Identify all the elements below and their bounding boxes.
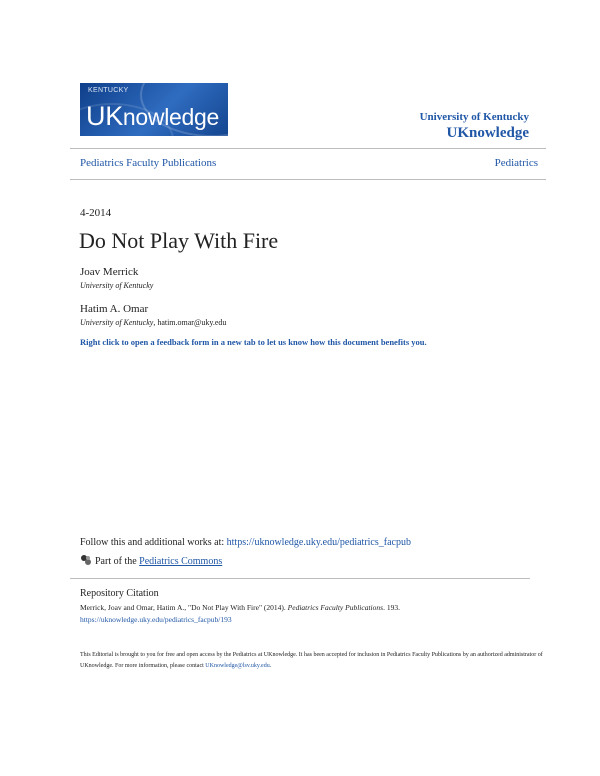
affiliation-text: University of Kentucky: [80, 281, 154, 290]
part-of-text: Part of the: [95, 556, 140, 567]
repository-citation-heading: Repository Citation: [80, 588, 159, 599]
follow-text: Follow this and additional works at:: [80, 537, 227, 548]
collection-url-link[interactable]: https://uknowledge.uky.edu/pediatrics_facpub: [226, 537, 411, 548]
part-of-line: [80, 554, 222, 567]
notice-end: .: [269, 663, 272, 669]
author-affiliation: [80, 318, 226, 327]
publication-date: 4-2014: [80, 207, 112, 219]
collection-link[interactable]: Pediatrics Faculty Publications: [80, 157, 217, 169]
article-title: Do Not Play With Fire: [79, 228, 279, 253]
author-email: , hatim.omar@uky.edu: [153, 318, 227, 327]
logo-wordmark: [86, 101, 219, 132]
citation-url-link[interactable]: https://uknowledge.uky.edu/pediatrics_facpub/193: [80, 615, 232, 624]
uknowledge-logo[interactable]: [80, 83, 228, 136]
header-divider: [70, 148, 546, 149]
logo-wordmark-rest: nowledge: [122, 104, 219, 130]
follow-line: [80, 537, 411, 548]
notice-text: This Editorial is brought to you for free and open access by the Pediatrics at UKnowledge. It has been accepted for inclusion in Pediatrics Faculty Publications by an authorized administrator of UKnowledge. For more information, please contact: [80, 652, 543, 669]
institution-name-link[interactable]: University of Kentucky: [419, 111, 529, 123]
logo-wordmark-uk: UK: [86, 101, 123, 131]
nav-divider: [70, 179, 546, 180]
department-link[interactable]: Pediatrics: [494, 157, 538, 169]
commons-link[interactable]: Pediatrics Commons: [139, 556, 223, 567]
author-name: Joav Merrick: [80, 266, 139, 278]
repository-name-link[interactable]: UKnowledge: [446, 125, 529, 141]
author-affiliation: [80, 281, 153, 290]
institution-block: [420, 110, 529, 142]
citation-authors: Merrick, Joav and Omar, Hatim A., "Do Not Play With Fire" (2014).: [80, 603, 288, 612]
citation-text: [80, 602, 550, 626]
citation-journal: Pediatrics Faculty Publications: [287, 603, 384, 612]
citation-number: . 193.: [383, 603, 400, 612]
access-notice: [80, 650, 550, 672]
affiliation-text: University of Kentucky: [80, 318, 154, 327]
citation-divider: [70, 578, 530, 579]
contact-email-link[interactable]: UKnowledge@lsv.uky.edu: [205, 663, 270, 669]
feedback-link[interactable]: Right click to open a feedback form in a new tab to let us know how this document benefits you.: [80, 337, 427, 347]
author-name: Hatim A. Omar: [80, 303, 149, 315]
commons-network-icon: [80, 554, 92, 566]
logo-kentucky-text: KENTUCKY: [88, 87, 129, 94]
